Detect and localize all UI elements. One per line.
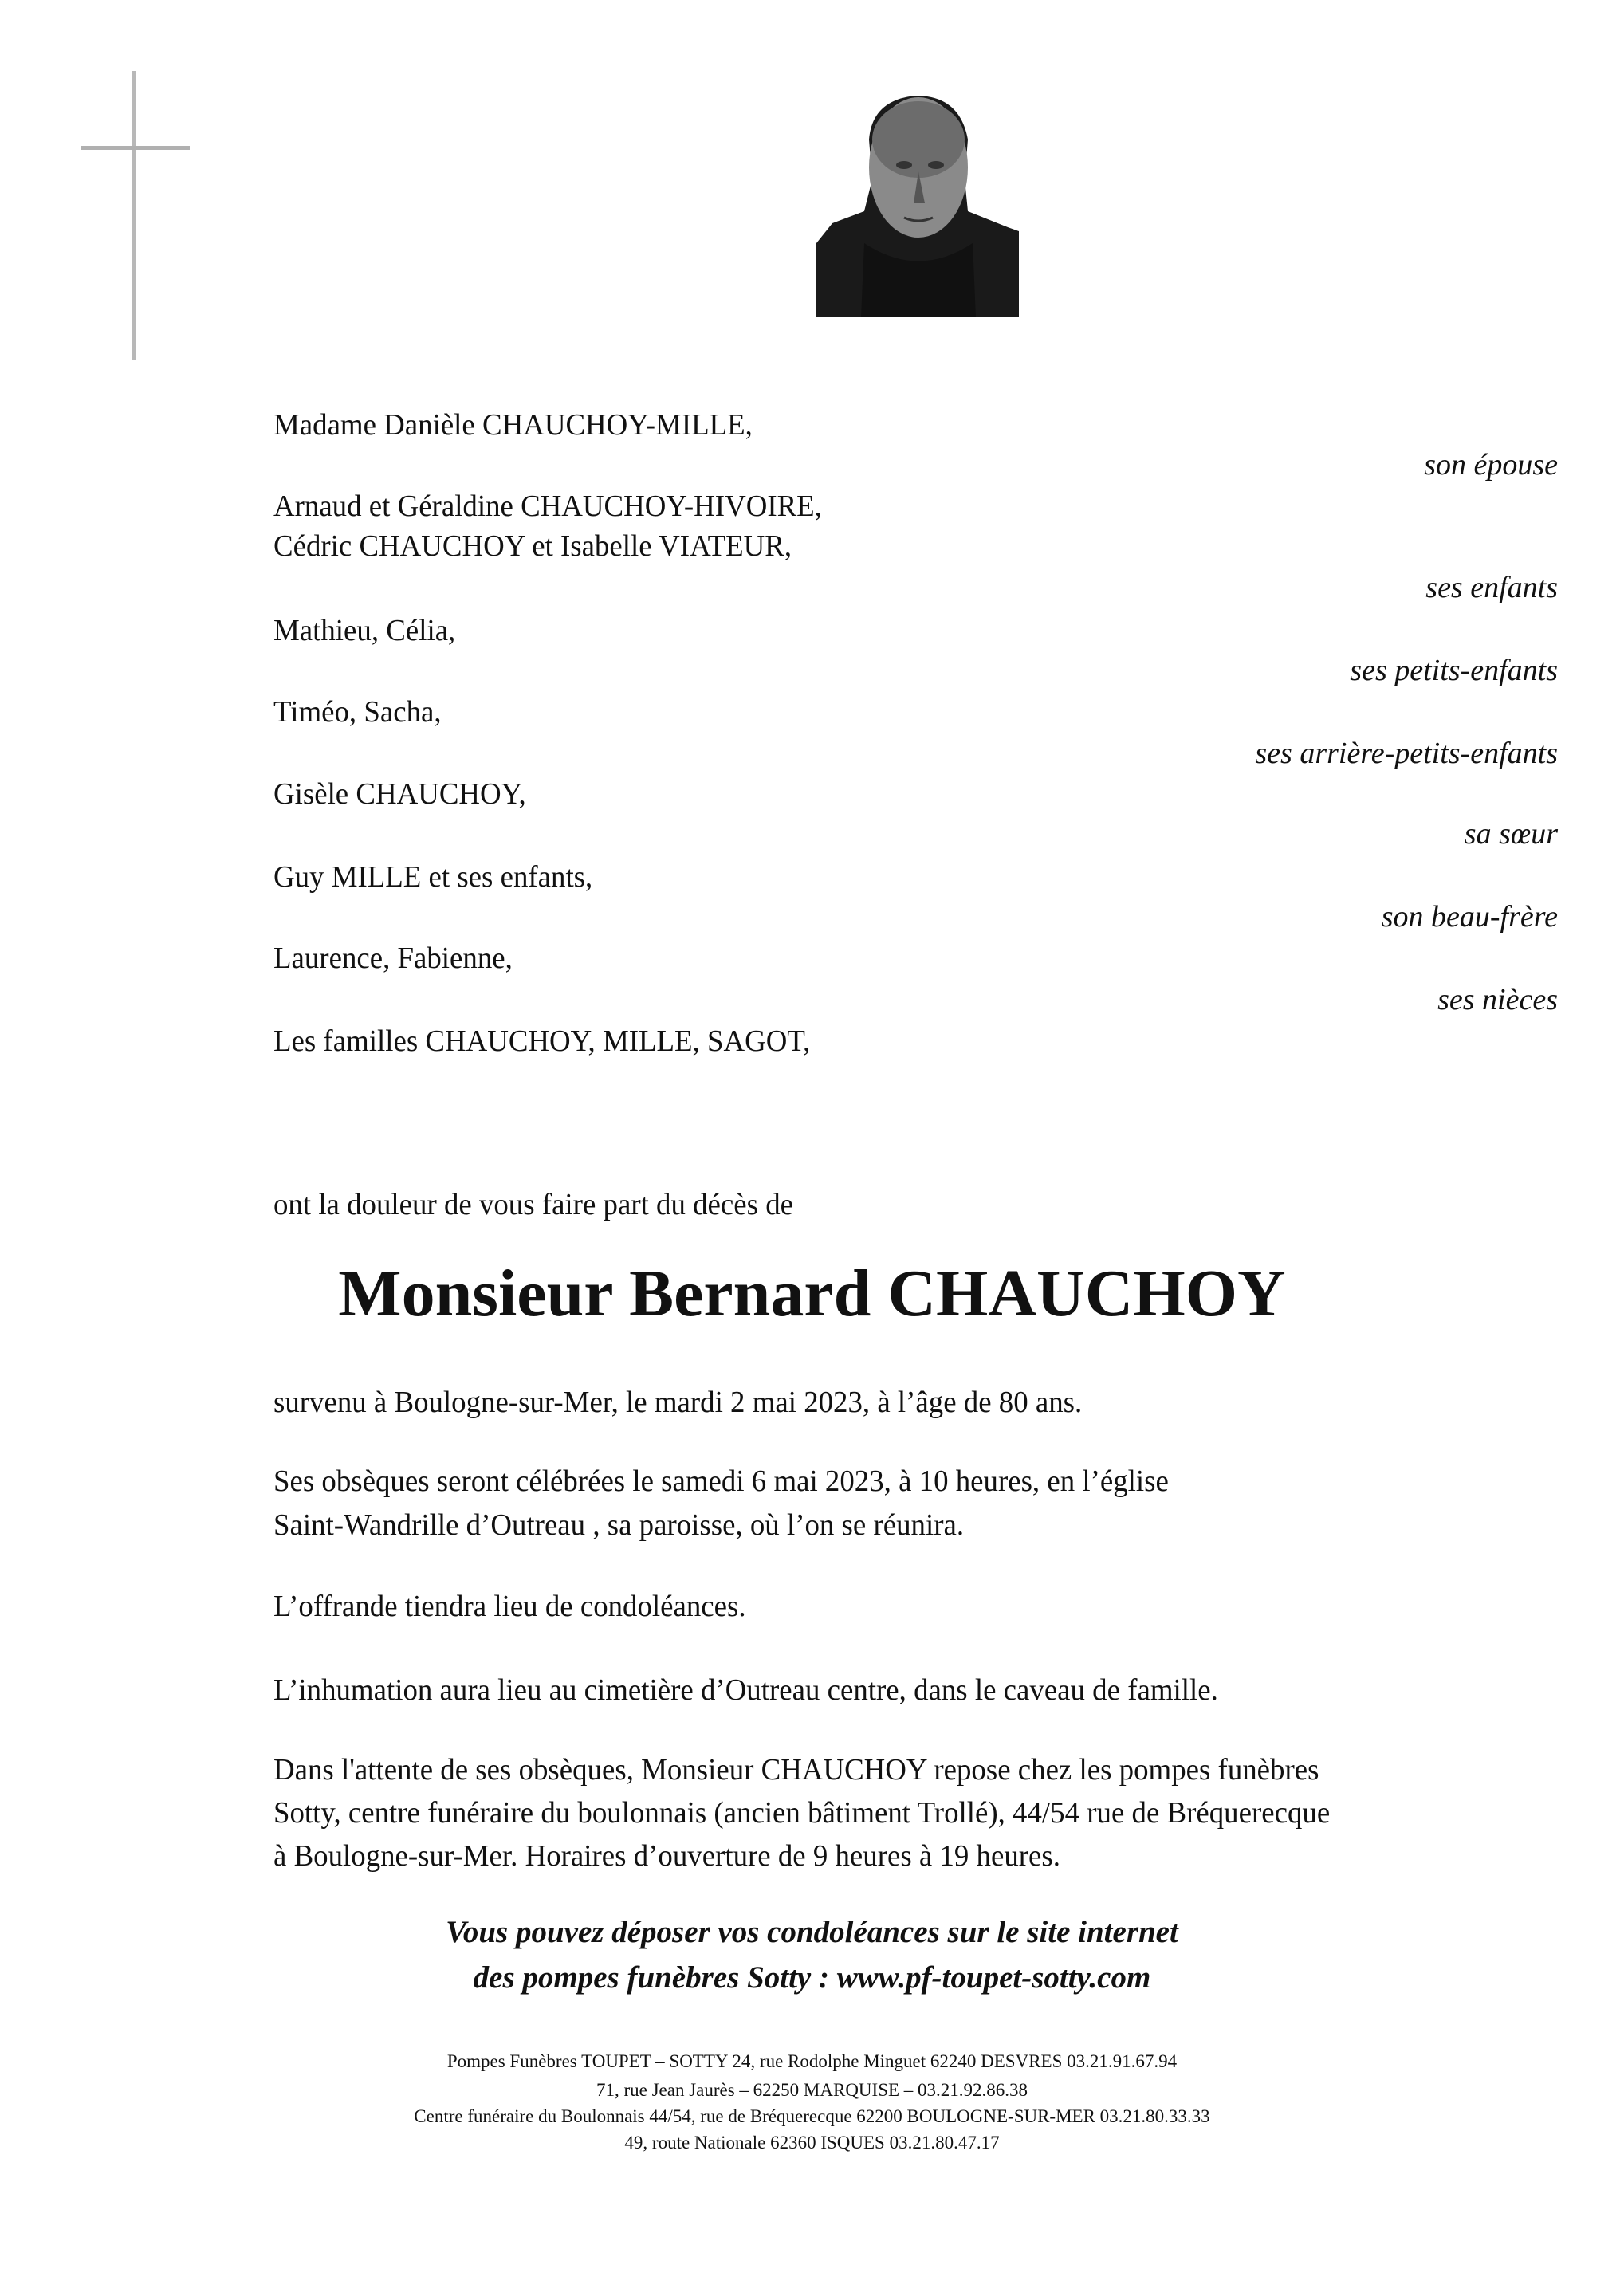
relation-label: ses petits-enfants [1350, 654, 1558, 687]
cross-icon [132, 71, 136, 360]
footer-address: 49, route Nationale 62360 ISQUES 03.21.80.47.17 [624, 2133, 1000, 2152]
relation-label: sa sœur [1464, 817, 1558, 851]
funeral-details: Saint-Wandrille d’Outreau , sa paroisse, où l’on se réunira. [273, 1508, 965, 1542]
family-name-line: Mathieu, Célia, [273, 614, 456, 647]
resting-details: Dans l'attente de ses obsèques, Monsieur CHAUCHOY repose chez les pompes funèbres [273, 1753, 1319, 1787]
offering-note: L’offrande tiendra lieu de condoléances. [273, 1590, 746, 1623]
footer-address: Pompes Funèbres TOUPET – SOTTY 24, rue Rodolphe Minguet 62240 DESVRES 03.21.91.67.94 [446, 2051, 1178, 2071]
relation-label: son beau-frère [1381, 900, 1558, 934]
footer-address: 71, rue Jean Jaurès – 62250 MARQUISE – 03.21.92.86.38 [596, 2080, 1028, 2100]
announcement-text: ont la douleur de vous faire part du décès de [273, 1188, 793, 1221]
relation-label: ses nièces [1437, 983, 1558, 1016]
condolences-note: Vous pouvez déposer vos condoléances sur le site internet [446, 1915, 1178, 1949]
family-name-line: Gisèle CHAUCHOY, [273, 777, 526, 811]
family-name-line: Timéo, Sacha, [273, 695, 442, 729]
family-name-line: Madame Danièle CHAUCHOY-MILLE, [273, 408, 753, 442]
relation-label: ses enfants [1425, 571, 1558, 604]
portrait-photo [816, 92, 1019, 317]
condolences-website[interactable]: des pompes funèbres Sotty : www.pf-toupet-sotty.com [473, 1960, 1151, 1995]
resting-details: à Boulogne-sur-Mer. Horaires d’ouverture de 9 heures à 19 heures. [273, 1839, 1060, 1873]
family-name-line: Cédric CHAUCHOY et Isabelle VIATEUR, [273, 529, 792, 563]
death-details: survenu à Boulogne-sur-Mer, le mardi 2 mai 2023, à l’âge de 80 ans. [273, 1386, 1083, 1419]
resting-details: Sotty, centre funéraire du boulonnais (ancien bâtiment Trollé), 44/54 rue de Bréquerecque [273, 1796, 1331, 1830]
family-name-line: Arnaud et Géraldine CHAUCHOY-HIVOIRE, [273, 489, 822, 523]
burial-details: L’inhumation aura lieu au cimetière d’Outreau centre, dans le caveau de famille. [273, 1673, 1218, 1707]
relation-label: son épouse [1424, 448, 1558, 482]
relation-label: ses arrière-petits-enfants [1255, 737, 1558, 770]
family-name-line: Les familles CHAUCHOY, MILLE, SAGOT, [273, 1024, 811, 1058]
footer-address: Centre funéraire du Boulonnais 44/54, rue de Bréquerecque 62200 BOULOGNE-SUR-MER 03.21.80.33.33 [414, 2106, 1210, 2126]
family-name-line: Laurence, Fabienne, [273, 942, 513, 975]
cross-icon-bar [81, 146, 190, 150]
deceased-name: Monsieur Bernard CHAUCHOY [338, 1256, 1286, 1331]
family-name-line: Guy MILLE et ses enfants, [273, 860, 593, 894]
funeral-details: Ses obsèques seront célébrées le samedi 6 mai 2023, à 10 heures, en l’église [273, 1464, 1169, 1498]
